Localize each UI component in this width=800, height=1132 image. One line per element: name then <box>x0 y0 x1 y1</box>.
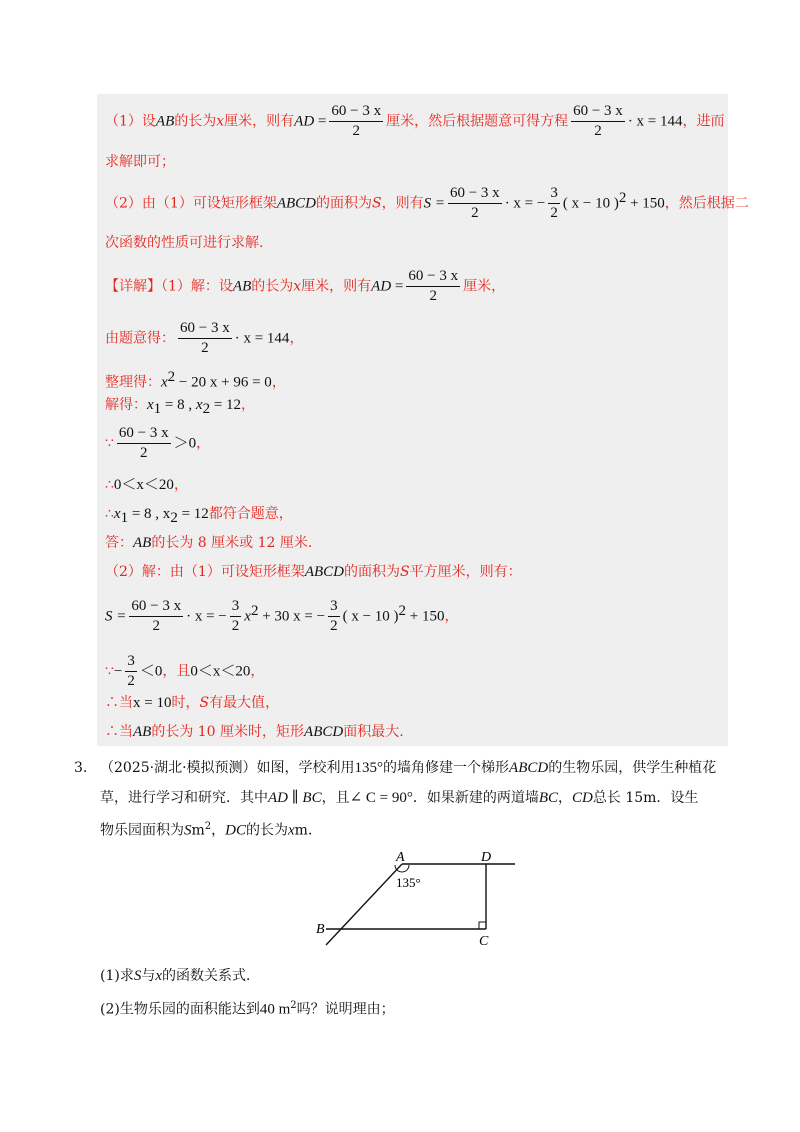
final-answer: ∴当AB的长为 10 厘米时，矩形ABCD面积最大. <box>105 724 404 740</box>
question-line-3: 物乐园面积为Sm$^2$，DC的长为xm． <box>100 821 322 839</box>
hint-line-1: （1）设AB的长为x厘米，则有AD = $\frac{60 - 3 x}{2}$ 厘米，然后根据题意可得方程 $\frac{60 - 3 x}{2}$ · x = 144，进而 <box>105 103 725 139</box>
hint-line-2b: 次函数的性质可进行求解. <box>105 235 264 251</box>
detail-line-1: 【详解】（1）解：设AB的长为x厘米，则有AD = $\frac{60 - 3 x}{2}$ 厘米， <box>105 268 506 304</box>
step-range: ∴0＜x＜20， <box>105 477 188 493</box>
area-expression: S = $\frac{60 - 3 x}{2}$ · x = − $\frac{3}{2}$ $x^2 + 30$ x = − $\frac{3}{2}$ ( x − 10 )$^2$ + 150， <box>105 598 459 634</box>
fraction: $\frac{60 - 3 x}{2}$ <box>331 103 382 139</box>
label-a: A <box>396 850 405 865</box>
fraction: $\frac{3}{2}$ <box>550 185 558 221</box>
fraction: $\frac{60 - 3 x}{2}$ <box>573 103 623 139</box>
step-because: ∵ $\frac{60 - 3 x}{2}$ ＞0， <box>105 425 211 461</box>
subquestion-1: (1)求S与x的函数关系式． <box>100 968 261 984</box>
trapezoid-figure <box>310 845 530 950</box>
step-max: ∴当x = 10时，S有最大值， <box>105 695 280 711</box>
step-simplify: 整理得：$x^2 - 20$ x + 96 = 0， <box>105 369 286 391</box>
fraction: $\frac{3}{2}$ <box>231 598 240 634</box>
hint-line-2: （2）由（1）可设矩形框架ABCD的面积为S，则有S = $\frac{60 - 3 x}{2}$ · x = − $\frac{3}{2}$ ( x − 10 )$^2$ + 150，然后根据二 <box>105 185 749 221</box>
fraction: $\frac{60 - 3 x}{2}$ <box>449 185 500 221</box>
angle-label: 135° <box>396 875 421 890</box>
step-negative: ∵− $\frac{3}{2}$ ＜0，且0＜x＜20， <box>105 653 265 689</box>
hint-line-1b: 求解即可； <box>105 154 175 170</box>
label-d: D <box>481 850 492 865</box>
wall-slant-line <box>326 864 402 945</box>
detail-line-2: （2）解：由（1）可设矩形框架ABCD的面积为S平方厘米，则有： <box>105 564 522 580</box>
fraction: $\frac{3}{2}$ <box>127 653 135 689</box>
fraction: $\frac{3}{2}$ <box>330 598 338 634</box>
step-both-valid: $\therefore x_1 = 8$ , $x_2 = 12$都符合题意， <box>105 506 293 526</box>
fraction: $\frac{60 - 3 x}{2}$ <box>118 425 169 461</box>
fraction: $\frac{60 - 3 x}{2}$ <box>408 268 459 304</box>
question-number: 3. <box>74 760 88 776</box>
fraction: $\frac{60 - 3 x}{2}$ <box>180 320 230 356</box>
question-line-1: （2025·湖北·模拟预测）如图，学校利用135°的墙角修建一个梯形ABCD的生物乐园，供学生种植花 <box>100 760 717 776</box>
question-line-2: 草，进行学习和研究．其中AD ∥ BC，且∠ C = 90°．如果新建的两道墙BC，CD总长 15m．设生 <box>100 790 699 806</box>
label-b: B <box>316 922 325 937</box>
answer-1: 答：AB的长为 8 厘米或 12 厘米. <box>105 535 313 551</box>
right-angle-marker <box>479 922 486 929</box>
step-solve: 解得：$x_1 = 8$ , $x_2 = 12$， <box>105 397 256 417</box>
label-c: C <box>479 934 489 949</box>
step-equation: 由题意得： $\frac{60 - 3 x}{2}$ · x = 144， <box>105 320 304 356</box>
fraction: $\frac{60 - 3 x}{2}$ <box>131 598 182 634</box>
subquestion-2: (2)生物乐园的面积能达到40 $m^2$吗？说明理由； <box>100 1000 395 1018</box>
